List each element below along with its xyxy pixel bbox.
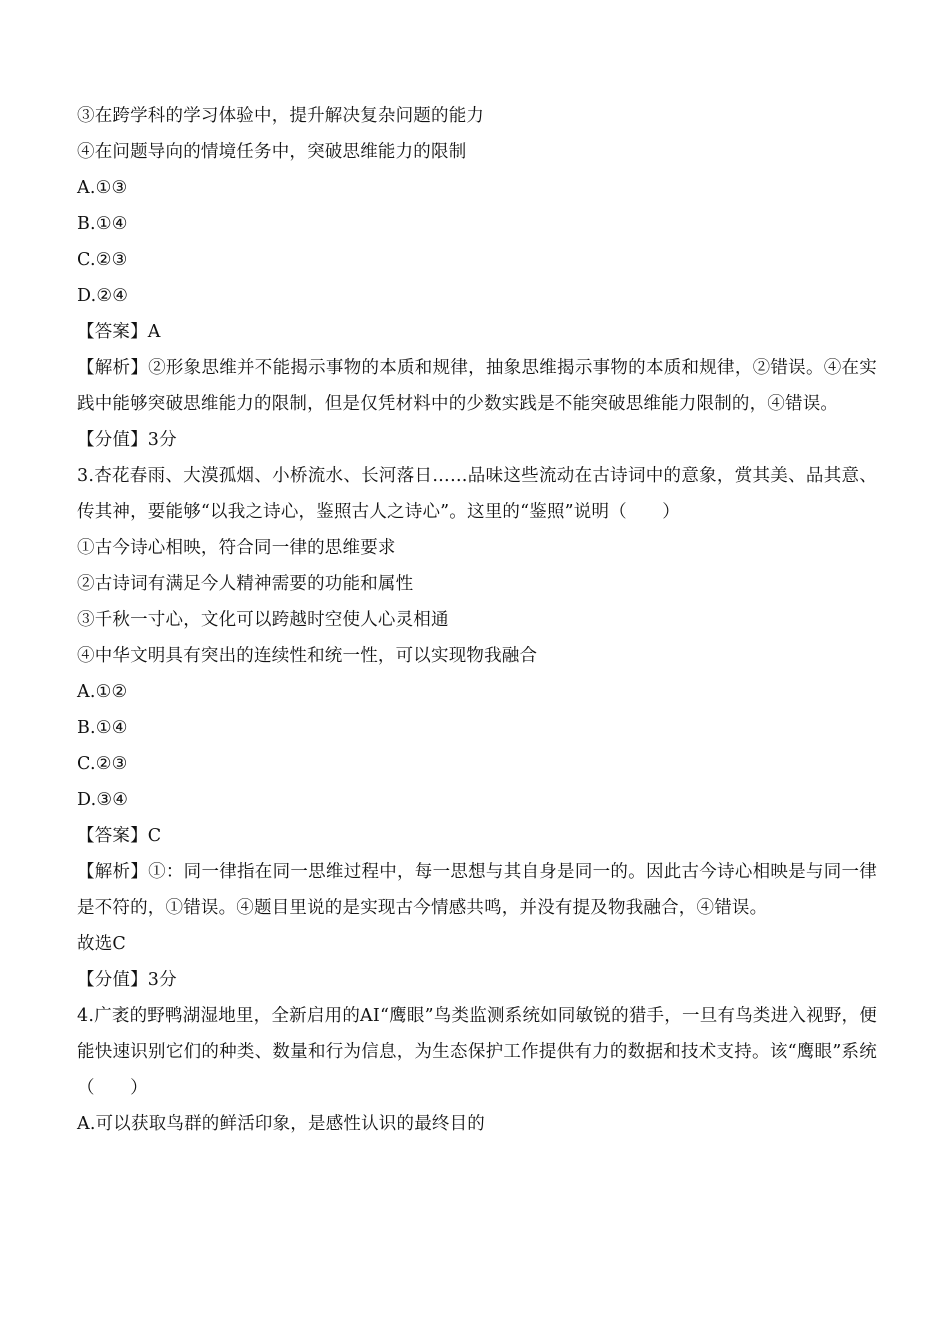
q2-answer: 【答案】A — [77, 322, 161, 342]
q3-choice-b: B.①④ — [77, 718, 128, 738]
q2-choice-a: A.①③ — [77, 178, 128, 198]
q2-choice-d: D.②④ — [77, 286, 129, 306]
q3-answer: 【答案】C — [77, 826, 162, 846]
q3-score: 【分值】3分 — [77, 970, 177, 990]
document-body — [77, 98, 877, 1142]
q3-option-4: ④中华文明具有突出的连续性和统一性，可以实现物我融合 — [77, 646, 538, 666]
q2-analysis: 【解析】②形象思维并不能揭示事物的本质和规律，抽象思维揭示事物的本质和规律，②错误。④在实践中能够突破思维能力的限制，但是仅凭材料中的少数实践是不能突破思维能力限制的，④错误。 — [77, 358, 877, 414]
q3-analysis: 【解析】①：同一律指在同一思维过程中，每一思想与其自身是同一的。因此古今诗心相映是与同一律是不符的，①错误。④题目里说的是实现古今情感共鸣，并没有提及物我融合，④错误。 — [77, 862, 877, 918]
q3-stem: 3.杏花春雨、大漠孤烟、小桥流水、长河落日……品味这些流动在古诗词中的意象，赏其美、品其意、传其神，要能够“以我之诗心，鉴照古人之诗心”。这里的“鉴照”说明（ ） — [77, 466, 877, 522]
q3-conclusion: 故选C — [77, 934, 126, 954]
q3-choice-c: C.②③ — [77, 754, 128, 774]
q2-option-3: ③在跨学科的学习体验中，提升解决复杂问题的能力 — [77, 106, 485, 126]
q3-option-2: ②古诗词有满足今人精神需要的功能和属性 — [77, 574, 414, 594]
q3-option-3: ③千秋一寸心，文化可以跨越时空使人心灵相通 — [77, 610, 449, 630]
q3-option-1: ①古今诗心相映，符合同一律的思维要求 — [77, 538, 396, 558]
q3-choice-d: D.③④ — [77, 790, 129, 810]
q4-stem: 4.广袤的野鸭湖湿地里，全新启用的AI“鹰眼”鸟类监测系统如同敏锐的猎手，一旦有鸟类进入视野，便能快速识别它们的种类、数量和行为信息，为生态保护工作提供有力的数据和技术支持。该“鹰眼”系统（ ） — [77, 1006, 877, 1098]
q2-score: 【分值】3分 — [77, 430, 177, 450]
q2-option-4: ④在问题导向的情境任务中，突破思维能力的限制 — [77, 142, 467, 162]
q4-choice-a: A.可以获取鸟群的鲜活印象，是感性认识的最终目的 — [77, 1114, 485, 1134]
q2-choice-c: C.②③ — [77, 250, 128, 270]
q2-choice-b: B.①④ — [77, 214, 128, 234]
q3-choice-a: A.①② — [77, 682, 128, 702]
